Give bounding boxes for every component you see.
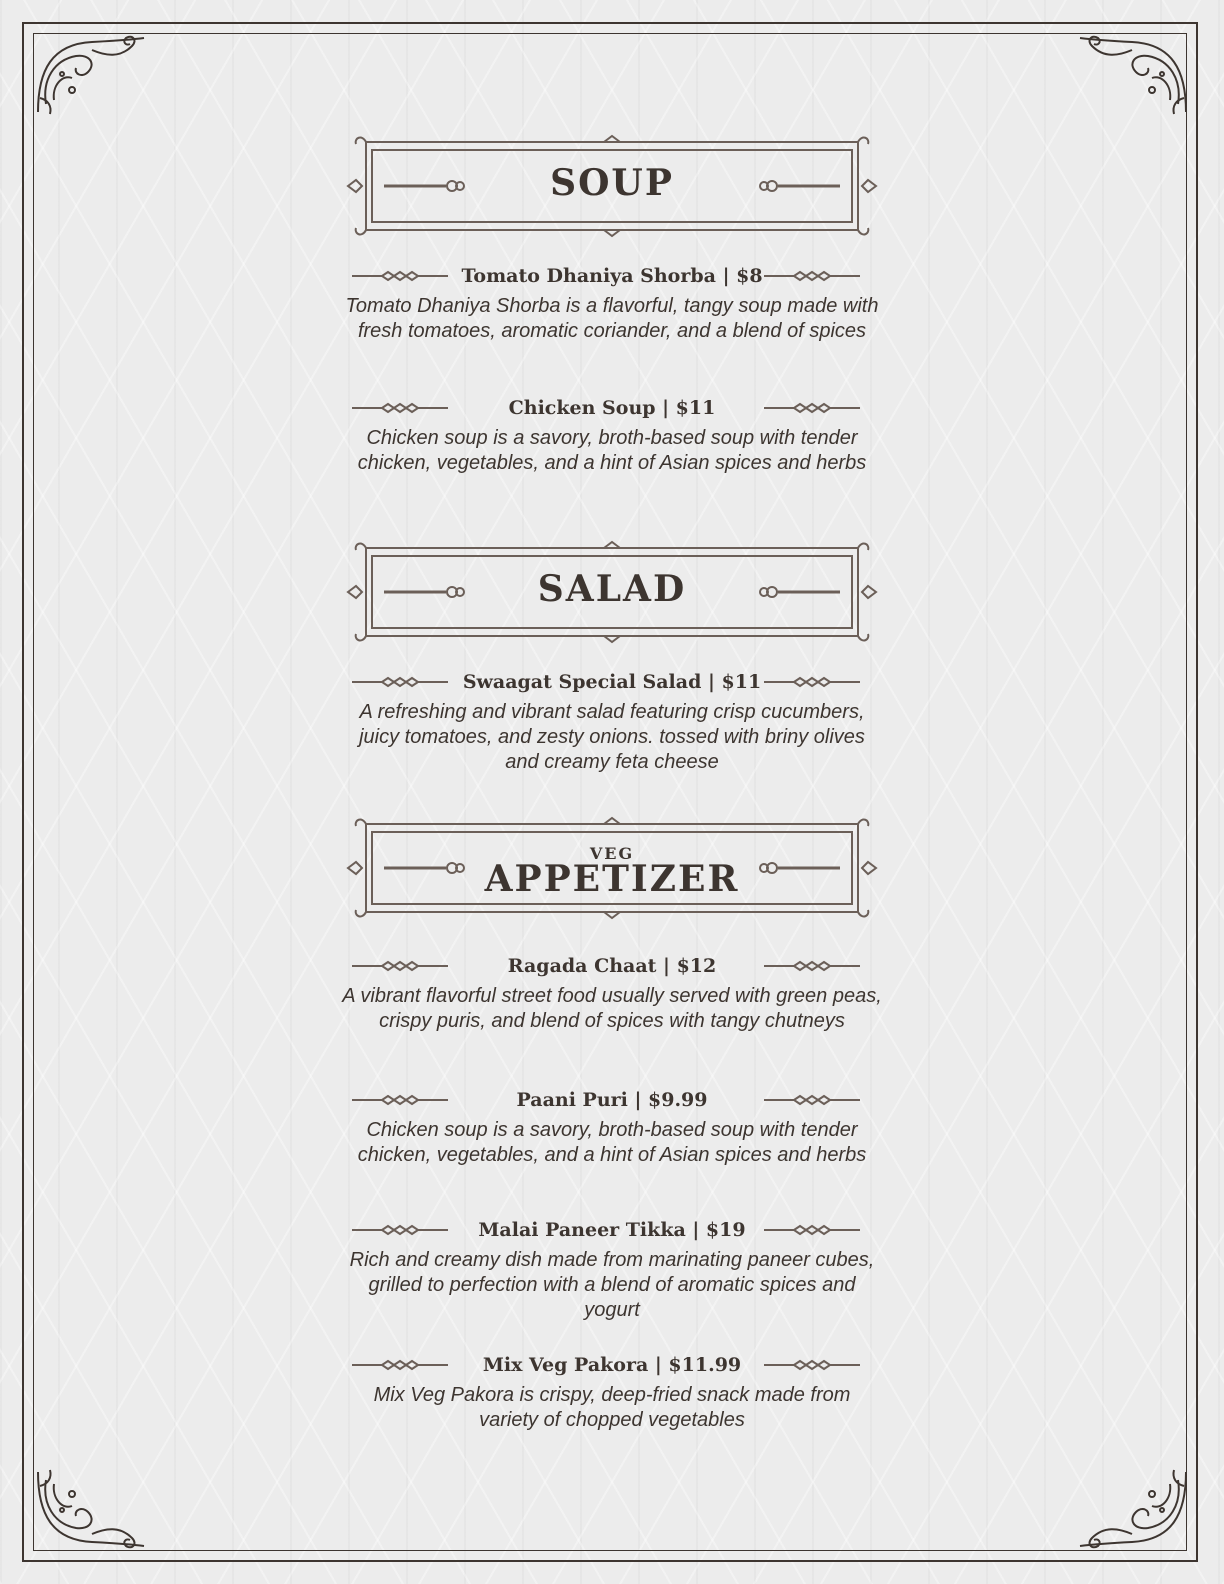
section-subtitle: VEG [589,844,635,863]
item-description: Rich and creamy dish made from marinating paneer cubes, grilled to perfection with a blend of aromatic spices and yogurt [349,1249,875,1321]
item-description: Tomato Dhaniya Shorba is a flavorful, tangy soup made with fresh tomatoes, aromatic coriander, and a blend of spices [345,295,879,342]
menu-item [342,1216,882,1323]
divider-ornament-icon [764,402,860,414]
menu-item [342,262,882,344]
corner-flourish-icon [32,1468,150,1554]
section-title: SOUP [550,162,674,204]
item-description: Chicken soup is a savory, broth-based soup with tender chicken, vegetables, and a hint of Asian spices and herbs [357,1119,867,1166]
menu-item [342,1086,882,1168]
item-title: Ragada Chaat | $12 [507,955,717,977]
item-description: Chicken soup is a savory, broth-based soup with tender chicken, vegetables, and a hint of Asian spices and herbs [357,427,867,474]
corner-flourish-icon [1074,1468,1192,1554]
item-title: Malai Paneer Tikka | $19 [478,1219,746,1241]
section-header-salad [342,538,882,646]
divider-ornament-icon [764,1094,860,1106]
item-description: A vibrant flavorful street food usually served with green peas, crispy puris, and blend of spices with tangy chutneys [342,985,882,1032]
item-title: Mix Veg Pakora | $11.99 [482,1354,742,1376]
divider-ornament-icon [764,676,860,688]
corner-flourish-icon [32,30,150,116]
menu-item [342,668,882,775]
menu-item [342,394,882,476]
divider-ornament-icon [764,1224,860,1236]
item-description: Mix Veg Pakora is crispy, deep-fried snack made from variety of chopped vegetables [373,1384,851,1431]
divider-ornament-icon [764,270,860,282]
section-title: SALAD [537,568,687,610]
section-header-soup [342,132,882,240]
inner-border [33,33,1187,1551]
corner-flourish-icon [1074,30,1192,116]
item-title: Paani Puri | $9.99 [516,1089,708,1111]
divider-ornament-icon [764,960,860,972]
item-description: A refreshing and vibrant salad featuring crisp cucumbers, juicy tomatoes, and zesty onions. tossed with briny olives and creamy feta cheese [359,701,865,773]
item-title: Swaagat Special Salad | $11 [462,671,762,693]
item-title: Tomato Dhaniya Shorba | $8 [461,265,763,287]
menu-item [342,952,882,1034]
menu-item [342,1351,882,1433]
section-header-veg-appetizer [342,814,882,922]
section-title: APPETIZER [484,858,740,900]
item-title: Chicken Soup | $11 [508,397,716,419]
divider-ornament-icon [764,1359,860,1371]
